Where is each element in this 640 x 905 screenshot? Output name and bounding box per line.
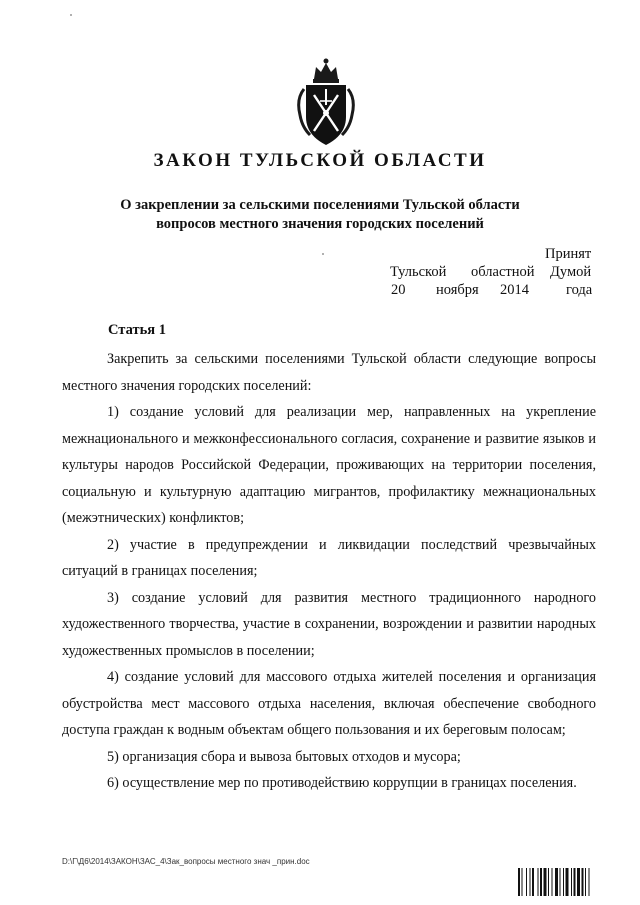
- barcode-bar: [555, 868, 558, 896]
- barcode-bar: [532, 868, 534, 896]
- adopted-date-year: 2014: [500, 282, 529, 298]
- barcode-bar: [574, 868, 576, 896]
- adopted-by-word: Думой: [550, 264, 592, 280]
- article-body: [62, 346, 596, 797]
- barcode-bar: [560, 868, 561, 896]
- barcode-bar: [563, 868, 564, 896]
- article-paragraph: 4) создание условий для массового отдыха жителей поселения и организация обустройства мест массового отдыха населения, включая обеспечение свободного доступа граждан к водным объектам общего пользования и их береговым полосам;: [62, 669, 596, 738]
- tula-coat-of-arms-icon: [294, 55, 358, 147]
- barcode-bar: [540, 868, 542, 896]
- barcode-bar: [544, 868, 547, 896]
- adopted-by-word: Тульской: [390, 264, 447, 280]
- adopted-date-suffix: года: [566, 282, 593, 298]
- adopted-label: Принят: [545, 246, 592, 262]
- article-paragraph: 5) организация сбора и вывоза бытовых отходов и мусора;: [107, 748, 461, 765]
- barcode-bar: [566, 868, 569, 896]
- barcode-bar: [577, 868, 580, 896]
- article-paragraph: 6) осуществление мер по противодействию коррупции в границах поселения.: [107, 775, 577, 791]
- article-paragraph: 2) участие в предупреждении и ликвидации последствий чрезвычайных ситуаций в границах поселения;: [62, 536, 596, 579]
- article-paragraph: 1) создание условий для реализации мер, направленных на укрепление межнационального и межконфессионального согласия, сохранение и развитие языков и культуры народов Российской Федерации, проживающих на территории поселения, социальную и культурную адаптацию мигрантов, профилактику межнациональных (межэтнических) конфликтов;: [62, 404, 596, 526]
- subtitle-line: О закреплении за сельскими поселениями Тульской области: [120, 197, 520, 213]
- barcode-bar: [582, 868, 584, 896]
- law-subtitle: [60, 196, 580, 234]
- barcode-bar: [571, 868, 572, 896]
- barcode-bar: [538, 868, 539, 896]
- barcode-bar: [530, 868, 531, 896]
- barcode-bar: [589, 868, 590, 896]
- law-title: ЗАКОН ТУЛЬСКОЙ ОБЛАСТИ: [153, 150, 487, 171]
- adopted-date-month: ноября: [436, 282, 479, 298]
- barcode-bar: [552, 868, 553, 896]
- barcode-icon: [518, 868, 630, 896]
- barcode-bar: [526, 868, 527, 896]
- barcode-bar: [548, 868, 549, 896]
- barcode-bar: [585, 868, 586, 896]
- subtitle-line: вопросов местного значения городских поселений: [156, 216, 484, 232]
- article-paragraph: 3) создание условий для развития местного традиционного народного художественного творчества, участие в сохранении, возрождении и развитии народных художественных промыслов в поселении;: [62, 589, 596, 659]
- scan-speck: [322, 253, 324, 255]
- footer-file-path: D:\Г\Д6\2014\ЗАКОН\ЗАС_4\Зак_вопросы местного знач _прин.doc: [62, 857, 310, 866]
- adopted-date-day: 20: [391, 282, 406, 298]
- article-paragraph: Закрепить за сельскими поселениями Тульской области следующие вопросы местного значения городских поселений:: [62, 351, 596, 394]
- scan-speck: [70, 14, 72, 16]
- barcode-bar: [522, 868, 523, 896]
- barcode-bar: [518, 868, 520, 896]
- article-heading: Статья 1: [108, 322, 166, 338]
- adopted-by-word: областной: [471, 264, 535, 280]
